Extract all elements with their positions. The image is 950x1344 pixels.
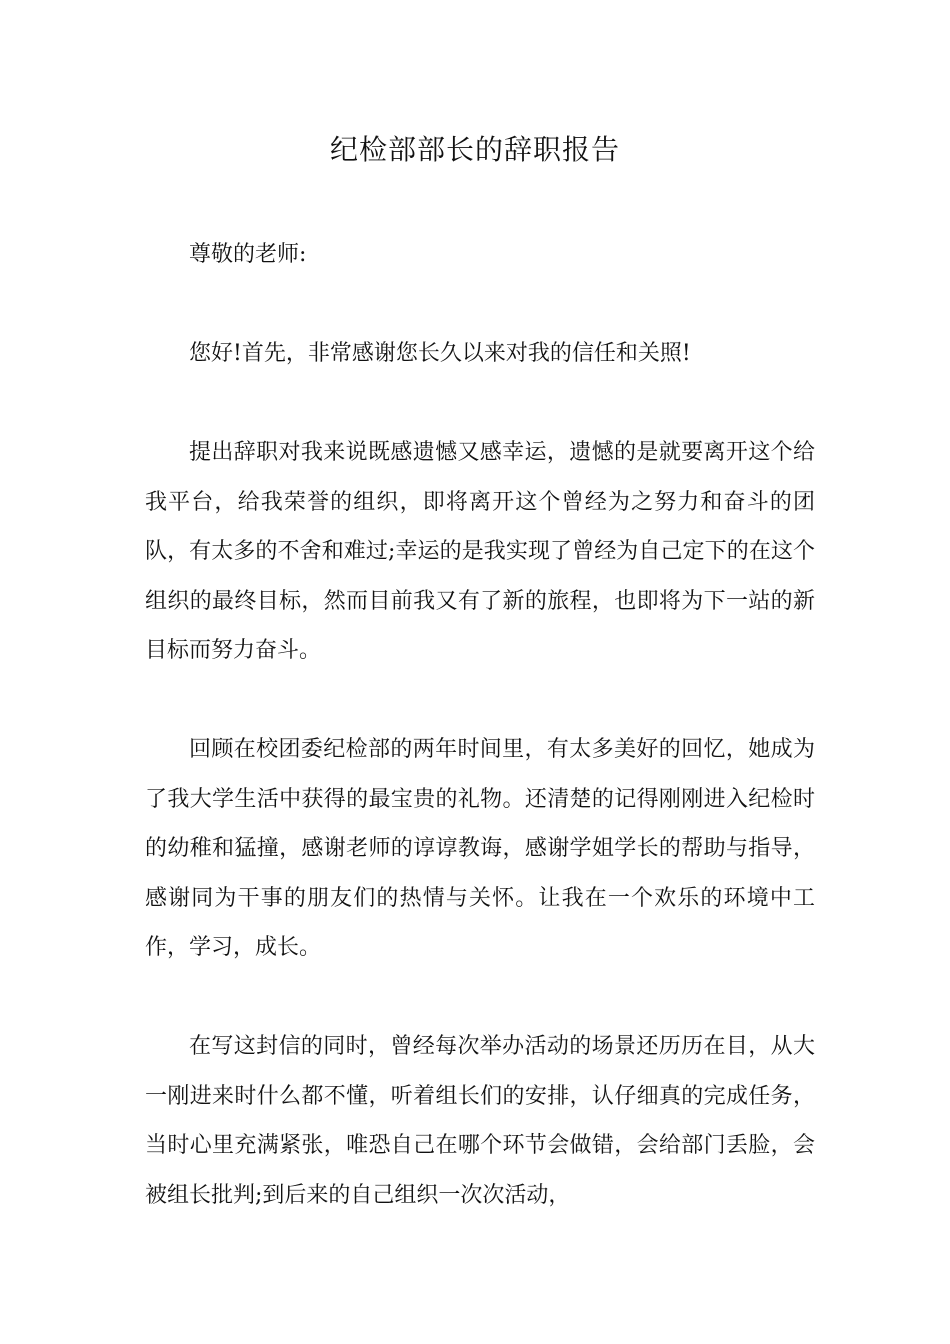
document-title: 纪检部部长的辞职报告 — [329, 133, 620, 166]
paragraph-resignation-reason: 提出辞职对我来说既感遗憾又感幸运，遗憾的是就要离开这个给我平台，给我荣誉的组织，即将离开这个曾经为之努力和奋斗的团队，有太多的不舍和难过;幸运的是我实现了曾经为自己定下的在这个组织的最终目标，然而目前我又有了新的旅程，也即将为下一站的新目标而努力奋斗。 — [145, 440, 815, 663]
paragraph-review: 回顾在校团委纪检部的两年时间里，有太多美好的回忆，她成为了我大学生活中获得的最宝贵的礼物。还清楚的记得刚刚进入纪检时的幼稚和猛撞，感谢老师的谆谆教诲，感谢学姐学长的帮助与指导，感谢同为干事的朋友们的热情与关怀。让我在一个欢乐的环境中工作，学习，成长。 — [145, 737, 815, 960]
paragraph-memories: 在写这封信的同时，曾经每次举办活动的场景还历历在目，从大一刚进来时什么都不懂，听着组长们的安排，认仔细真的完成任务，当时心里充满紧张，唯恐自己在哪个环节会做错，会给部门丢脸，会被组长批判;到后来的自己组织一次次活动， — [145, 1034, 815, 1208]
salutation: 尊敬的老师: — [189, 242, 307, 267]
document-body — [145, 230, 815, 1270]
paragraph-greeting: 您好!首先，非常感谢您长久以来对我的信任和关照! — [189, 341, 691, 366]
